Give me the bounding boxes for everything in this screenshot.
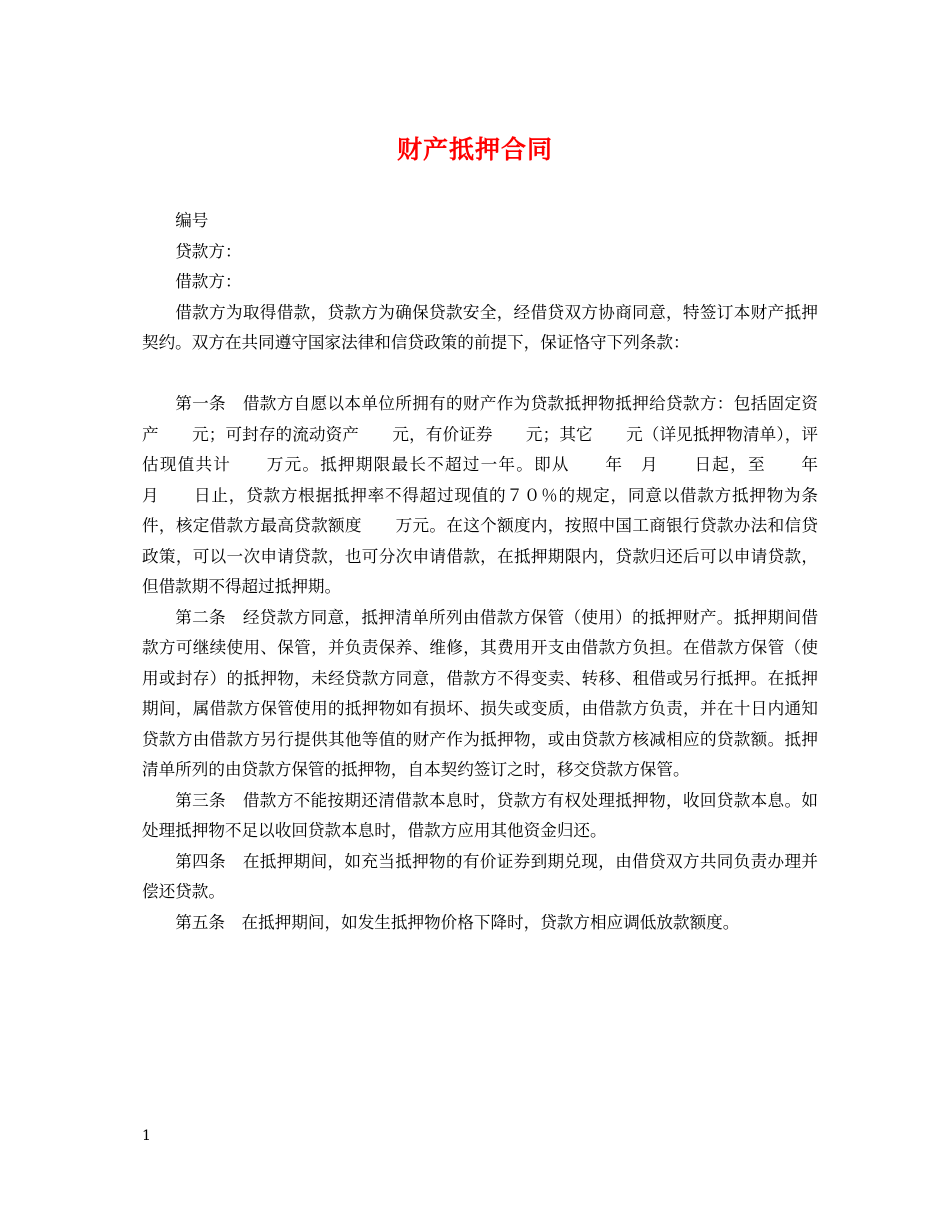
article-1: 第一条 借款方自愿以本单位所拥有的财产作为贷款抵押物抵押给贷款方：包括固定资产 元；可封存的流动资产 元，有价证券 元；其它 元（详见抵押物清单），评估现值共计 万元。抵押期限最长不超过一年。即从 年 月 日起，至 年 月 日止，贷款方根据抵押率不得超过现值的７０％的规定，同意以借款方抵押物为条件，核定借款方最高贷款额度 万元。在这个额度内，按照中国工商银行贷款办法和信贷政策，可以一次申请贷款，也可分次申请借款，在抵押期限内，贷款归还后可以申请贷款，但借款期不得超过抵押期。 [142, 394, 852, 596]
article-3: 第三条 借款方不能按期还清借款本息时，贷款方有权处理抵押物，收回贷款本息。如处理抵押物不足以收回贷款本息时，借款方应用其他资金归还。 [142, 790, 818, 840]
document-title: 财产抵押合同 [396, 135, 553, 164]
article-4: 第四条 在抵押期间，如充当抵押物的有价证券到期兑现，由借贷双方共同负责办理并偿还贷款。 [142, 851, 818, 901]
paragraph-spacer [142, 359, 818, 390]
field-lender: 贷款方： [175, 241, 242, 261]
field-number: 编号 [175, 211, 209, 230]
intro-paragraph: 借款方为取得借款，贷款方为确保贷款安全，经借贷双方协商同意，特签订本财产抵押契约。双方在共同遵守国家法律和信贷政策的前提下，保证恪守下列条款： [142, 302, 818, 352]
article-5: 第五条 在抵押期间，如发生抵押物价格下降时，贷款方相应调低放款额度。 [175, 912, 740, 932]
article-2: 第二条 经贷款方同意，抵押清单所列由借款方保管（使用）的抵押财产。抵押期间借款方可继续使用、保管，并负责保养、维修，其费用开支由借款方负担。在借款方保管（使用或封存）的抵押物，未经贷款方同意，借款方不得变卖、转移、租借或另行抵押。在抵押期间，属借款方保管使用的抵押物如有损坏、损失或变质，由借款方负责，并在十日内通知贷款方由借款方另行提供其他等值的财产作为抵押物，或由贷款方核减相应的贷款额。抵押清单所列的由贷款方保管的抵押物，自本契约签订之时，移交贷款方保管。 [142, 607, 818, 779]
page-number: 1 [142, 1128, 151, 1144]
document-body [142, 206, 852, 938]
field-borrower: 借款方： [175, 272, 242, 291]
